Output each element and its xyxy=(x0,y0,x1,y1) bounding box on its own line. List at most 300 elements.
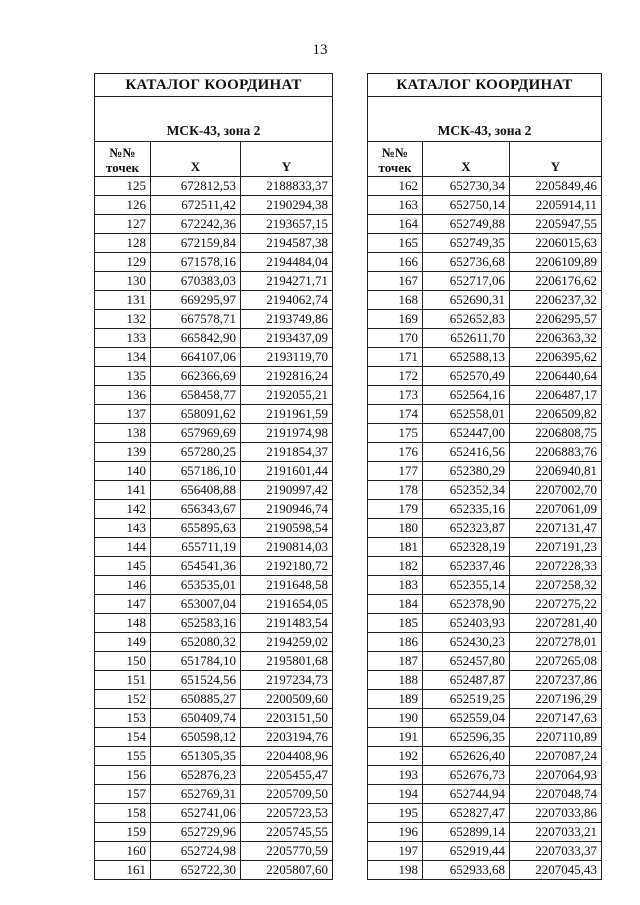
y-coordinate-cell: 2207033,37 xyxy=(510,842,602,861)
catalog-subtitle: МСК-43, зона 2 xyxy=(368,97,602,142)
x-coordinate-cell: 655711,19 xyxy=(151,538,241,557)
x-coordinate-cell: 652736,68 xyxy=(423,253,510,272)
y-coordinate-cell: 2206363,32 xyxy=(510,329,602,348)
x-coordinate-cell: 652596,35 xyxy=(423,728,510,747)
x-coordinate-cell: 652378,90 xyxy=(423,595,510,614)
x-coordinate-cell: 652583,16 xyxy=(151,614,241,633)
table-row xyxy=(368,348,602,367)
x-coordinate-cell: 652328,19 xyxy=(423,538,510,557)
x-coordinate-cell: 652717,06 xyxy=(423,272,510,291)
catalog-title: КАТАЛОГ КООРДИНАТ xyxy=(368,74,602,97)
point-number-cell: 192 xyxy=(368,747,423,766)
x-coordinate-cell: 652403,93 xyxy=(423,614,510,633)
table-row xyxy=(368,386,602,405)
point-number-cell: 140 xyxy=(95,462,151,481)
table-row xyxy=(95,367,333,386)
table-row xyxy=(368,367,602,386)
y-coordinate-cell: 2207258,32 xyxy=(510,576,602,595)
y-coordinate-cell: 2192816,24 xyxy=(241,367,333,386)
table-row xyxy=(95,538,333,557)
y-coordinate-cell: 2205914,11 xyxy=(510,196,602,215)
table-row xyxy=(368,842,602,861)
x-coordinate-cell: 650598,12 xyxy=(151,728,241,747)
table-row xyxy=(368,405,602,424)
table-row xyxy=(368,576,602,595)
x-coordinate-cell: 664107,06 xyxy=(151,348,241,367)
table-row xyxy=(95,272,333,291)
x-coordinate-cell: 652352,34 xyxy=(423,481,510,500)
point-number-cell: 190 xyxy=(368,709,423,728)
y-coordinate-cell: 2205807,60 xyxy=(241,861,333,880)
y-coordinate-cell: 2206015,63 xyxy=(510,234,602,253)
x-coordinate-cell: 672242,36 xyxy=(151,215,241,234)
point-number-cell: 150 xyxy=(95,652,151,671)
coordinate-catalog-table-left xyxy=(94,73,333,880)
x-coordinate-cell: 652335,16 xyxy=(423,500,510,519)
point-number-cell: 154 xyxy=(95,728,151,747)
y-coordinate-cell: 2207131,47 xyxy=(510,519,602,538)
x-coordinate-cell: 671578,16 xyxy=(151,253,241,272)
table-row xyxy=(368,272,602,291)
point-number-cell: 142 xyxy=(95,500,151,519)
y-coordinate-cell: 2206487,17 xyxy=(510,386,602,405)
point-number-cell: 147 xyxy=(95,595,151,614)
table-row xyxy=(368,766,602,785)
x-coordinate-cell: 652749,35 xyxy=(423,234,510,253)
x-coordinate-cell: 652337,46 xyxy=(423,557,510,576)
y-coordinate-cell: 2207275,22 xyxy=(510,595,602,614)
x-coordinate-cell: 652611,70 xyxy=(423,329,510,348)
point-number-cell: 187 xyxy=(368,652,423,671)
x-coordinate-cell: 652626,40 xyxy=(423,747,510,766)
x-coordinate-cell: 656343,67 xyxy=(151,500,241,519)
point-number-cell: 126 xyxy=(95,196,151,215)
x-coordinate-cell: 652676,73 xyxy=(423,766,510,785)
x-coordinate-cell: 658091,62 xyxy=(151,405,241,424)
point-number-cell: 157 xyxy=(95,785,151,804)
point-number-cell: 161 xyxy=(95,861,151,880)
table-row xyxy=(368,557,602,576)
y-coordinate-cell: 2192180,72 xyxy=(241,557,333,576)
x-coordinate-cell: 652933,68 xyxy=(423,861,510,880)
y-coordinate-cell: 2206509,82 xyxy=(510,405,602,424)
y-coordinate-cell: 2193119,70 xyxy=(241,348,333,367)
point-number-cell: 148 xyxy=(95,614,151,633)
y-coordinate-cell: 2207237,86 xyxy=(510,671,602,690)
point-number-cell: 180 xyxy=(368,519,423,538)
y-coordinate-cell: 2193657,15 xyxy=(241,215,333,234)
point-number-cell: 183 xyxy=(368,576,423,595)
point-number-cell: 170 xyxy=(368,329,423,348)
table-row xyxy=(95,785,333,804)
y-coordinate-cell: 2206395,62 xyxy=(510,348,602,367)
y-coordinate-cell: 2190294,38 xyxy=(241,196,333,215)
table-row xyxy=(368,690,602,709)
table-row xyxy=(95,443,333,462)
table-row xyxy=(95,215,333,234)
table-row xyxy=(368,443,602,462)
point-number-cell: 196 xyxy=(368,823,423,842)
x-coordinate-cell: 652744,94 xyxy=(423,785,510,804)
table-row xyxy=(95,500,333,519)
x-coordinate-cell: 652447,00 xyxy=(423,424,510,443)
x-coordinate-cell: 650409,74 xyxy=(151,709,241,728)
table-row xyxy=(95,671,333,690)
x-coordinate-cell: 652558,01 xyxy=(423,405,510,424)
point-number-cell: 146 xyxy=(95,576,151,595)
table-row xyxy=(368,177,602,196)
y-coordinate-cell: 2205770,59 xyxy=(241,842,333,861)
x-coordinate-cell: 651524,56 xyxy=(151,671,241,690)
table-row xyxy=(368,652,602,671)
x-coordinate-cell: 656408,88 xyxy=(151,481,241,500)
table-row xyxy=(95,861,333,880)
x-coordinate-cell: 665842,90 xyxy=(151,329,241,348)
point-number-cell: 136 xyxy=(95,386,151,405)
table-row xyxy=(368,823,602,842)
point-number-cell: 144 xyxy=(95,538,151,557)
y-coordinate-cell: 2192055,21 xyxy=(241,386,333,405)
y-coordinate-cell: 2205709,50 xyxy=(241,785,333,804)
x-coordinate-cell: 652876,23 xyxy=(151,766,241,785)
table-row xyxy=(368,861,602,880)
table-row xyxy=(95,291,333,310)
table-row xyxy=(95,614,333,633)
table-row xyxy=(368,519,602,538)
y-coordinate-cell: 2206237,32 xyxy=(510,291,602,310)
y-coordinate-cell: 2191854,37 xyxy=(241,443,333,462)
x-coordinate-cell: 657969,69 xyxy=(151,424,241,443)
y-coordinate-cell: 2207228,33 xyxy=(510,557,602,576)
y-coordinate-cell: 2200509,60 xyxy=(241,690,333,709)
point-number-header: №№ точек xyxy=(368,142,423,177)
y-coordinate-cell: 2194259,02 xyxy=(241,633,333,652)
y-coordinate-cell: 2191974,98 xyxy=(241,424,333,443)
y-coordinate-cell: 2191654,05 xyxy=(241,595,333,614)
coordinate-catalog-table-right xyxy=(367,73,602,880)
x-coordinate-cell: 652588,13 xyxy=(423,348,510,367)
y-coordinate-cell: 2203194,76 xyxy=(241,728,333,747)
table-row xyxy=(95,386,333,405)
point-number-cell: 131 xyxy=(95,291,151,310)
y-coordinate-cell: 2207281,40 xyxy=(510,614,602,633)
x-coordinate-cell: 652652,83 xyxy=(423,310,510,329)
point-number-cell: 178 xyxy=(368,481,423,500)
point-number-cell: 188 xyxy=(368,671,423,690)
x-coordinate-cell: 652750,14 xyxy=(423,196,510,215)
point-number-cell: 137 xyxy=(95,405,151,424)
y-column-header: Y xyxy=(241,142,333,177)
x-coordinate-cell: 652457,80 xyxy=(423,652,510,671)
x-coordinate-cell: 652519,25 xyxy=(423,690,510,709)
point-number-cell: 152 xyxy=(95,690,151,709)
x-coordinate-cell: 652769,31 xyxy=(151,785,241,804)
point-number-cell: 138 xyxy=(95,424,151,443)
table-row xyxy=(368,253,602,272)
x-coordinate-cell: 652080,32 xyxy=(151,633,241,652)
x-coordinate-cell: 672511,42 xyxy=(151,196,241,215)
point-number-cell: 158 xyxy=(95,804,151,823)
x-coordinate-cell: 662366,69 xyxy=(151,367,241,386)
y-coordinate-cell: 2205723,53 xyxy=(241,804,333,823)
point-number-cell: 160 xyxy=(95,842,151,861)
x-coordinate-cell: 667578,71 xyxy=(151,310,241,329)
x-coordinate-cell: 652730,34 xyxy=(423,177,510,196)
y-coordinate-cell: 2207033,21 xyxy=(510,823,602,842)
table-row xyxy=(368,633,602,652)
table-row xyxy=(368,747,602,766)
y-coordinate-cell: 2207265,08 xyxy=(510,652,602,671)
table-row xyxy=(95,348,333,367)
x-coordinate-cell: 657186,10 xyxy=(151,462,241,481)
x-coordinate-cell: 672159,84 xyxy=(151,234,241,253)
y-coordinate-cell: 2193749,86 xyxy=(241,310,333,329)
table-row xyxy=(95,424,333,443)
table-row xyxy=(368,804,602,823)
y-coordinate-cell: 2207061,09 xyxy=(510,500,602,519)
x-coordinate-cell: 650885,27 xyxy=(151,690,241,709)
point-number-cell: 184 xyxy=(368,595,423,614)
x-coordinate-cell: 653007,04 xyxy=(151,595,241,614)
y-coordinate-cell: 2205455,47 xyxy=(241,766,333,785)
y-coordinate-cell: 2195801,68 xyxy=(241,652,333,671)
table-row xyxy=(95,253,333,272)
point-number-cell: 153 xyxy=(95,709,151,728)
y-coordinate-cell: 2206295,57 xyxy=(510,310,602,329)
x-coordinate-cell: 670383,03 xyxy=(151,272,241,291)
point-number-cell: 133 xyxy=(95,329,151,348)
point-number-cell: 174 xyxy=(368,405,423,424)
y-coordinate-cell: 2191961,59 xyxy=(241,405,333,424)
table-row xyxy=(95,709,333,728)
table-row xyxy=(95,177,333,196)
table-row xyxy=(368,462,602,481)
x-coordinate-cell: 652827,47 xyxy=(423,804,510,823)
table-row xyxy=(95,633,333,652)
y-coordinate-cell: 2207110,89 xyxy=(510,728,602,747)
table-row xyxy=(95,766,333,785)
y-coordinate-cell: 2207278,01 xyxy=(510,633,602,652)
point-number-cell: 179 xyxy=(368,500,423,519)
x-coordinate-cell: 652430,23 xyxy=(423,633,510,652)
x-coordinate-cell: 652749,88 xyxy=(423,215,510,234)
table-row xyxy=(95,576,333,595)
point-number-cell: 166 xyxy=(368,253,423,272)
table-row xyxy=(368,614,602,633)
point-number-cell: 198 xyxy=(368,861,423,880)
x-coordinate-cell: 654541,36 xyxy=(151,557,241,576)
x-coordinate-cell: 652690,31 xyxy=(423,291,510,310)
x-coordinate-cell: 651784,10 xyxy=(151,652,241,671)
table-row xyxy=(368,500,602,519)
point-number-cell: 134 xyxy=(95,348,151,367)
table-row xyxy=(368,196,602,215)
point-number-cell: 125 xyxy=(95,177,151,196)
y-coordinate-cell: 2194587,38 xyxy=(241,234,333,253)
point-number-cell: 168 xyxy=(368,291,423,310)
table-row xyxy=(95,595,333,614)
y-coordinate-cell: 2193437,09 xyxy=(241,329,333,348)
y-coordinate-cell: 2203151,50 xyxy=(241,709,333,728)
table-row xyxy=(95,310,333,329)
y-coordinate-cell: 2190598,54 xyxy=(241,519,333,538)
x-coordinate-cell: 652564,16 xyxy=(423,386,510,405)
y-coordinate-cell: 2190814,03 xyxy=(241,538,333,557)
y-coordinate-cell: 2190997,42 xyxy=(241,481,333,500)
table-row xyxy=(368,538,602,557)
point-number-cell: 143 xyxy=(95,519,151,538)
table-row xyxy=(95,823,333,842)
y-column-header: Y xyxy=(510,142,602,177)
point-number-cell: 132 xyxy=(95,310,151,329)
x-coordinate-cell: 652741,06 xyxy=(151,804,241,823)
point-number-cell: 139 xyxy=(95,443,151,462)
x-coordinate-cell: 652570,49 xyxy=(423,367,510,386)
table-row xyxy=(368,424,602,443)
point-number-cell: 165 xyxy=(368,234,423,253)
point-number-cell: 159 xyxy=(95,823,151,842)
point-number-cell: 186 xyxy=(368,633,423,652)
y-coordinate-cell: 2190946,74 xyxy=(241,500,333,519)
point-number-cell: 162 xyxy=(368,177,423,196)
point-number-cell: 141 xyxy=(95,481,151,500)
x-coordinate-cell: 652919,44 xyxy=(423,842,510,861)
point-number-cell: 169 xyxy=(368,310,423,329)
table-row xyxy=(368,329,602,348)
x-coordinate-cell: 652722,30 xyxy=(151,861,241,880)
table-row xyxy=(368,785,602,804)
x-coordinate-cell: 655895,63 xyxy=(151,519,241,538)
table-row xyxy=(95,405,333,424)
point-number-cell: 194 xyxy=(368,785,423,804)
table-row xyxy=(368,481,602,500)
x-coordinate-cell: 652487,87 xyxy=(423,671,510,690)
table-row xyxy=(95,804,333,823)
point-number-cell: 176 xyxy=(368,443,423,462)
point-number-cell: 191 xyxy=(368,728,423,747)
table-row xyxy=(368,291,602,310)
table-row xyxy=(95,652,333,671)
table-row xyxy=(368,215,602,234)
y-coordinate-cell: 2207002,70 xyxy=(510,481,602,500)
y-coordinate-cell: 2206808,75 xyxy=(510,424,602,443)
point-number-cell: 163 xyxy=(368,196,423,215)
x-coordinate-cell: 651305,35 xyxy=(151,747,241,766)
y-coordinate-cell: 2206883,76 xyxy=(510,443,602,462)
y-coordinate-cell: 2206440,64 xyxy=(510,367,602,386)
table-row xyxy=(95,329,333,348)
point-number-cell: 135 xyxy=(95,367,151,386)
page-number: 13 xyxy=(312,42,328,58)
x-coordinate-cell: 658458,77 xyxy=(151,386,241,405)
x-coordinate-cell: 672812,53 xyxy=(151,177,241,196)
y-coordinate-cell: 2207191,23 xyxy=(510,538,602,557)
y-coordinate-cell: 2188833,37 xyxy=(241,177,333,196)
point-number-header: №№ точек xyxy=(95,142,151,177)
y-coordinate-cell: 2205947,55 xyxy=(510,215,602,234)
catalog-subtitle: МСК-43, зона 2 xyxy=(95,97,333,142)
point-number-cell: 177 xyxy=(368,462,423,481)
table-row xyxy=(95,462,333,481)
point-number-cell: 127 xyxy=(95,215,151,234)
point-number-cell: 181 xyxy=(368,538,423,557)
point-number-cell: 128 xyxy=(95,234,151,253)
table-row xyxy=(368,671,602,690)
table-row xyxy=(368,595,602,614)
x-coordinate-cell: 652416,56 xyxy=(423,443,510,462)
y-coordinate-cell: 2207064,93 xyxy=(510,766,602,785)
point-number-cell: 171 xyxy=(368,348,423,367)
y-coordinate-cell: 2207147,63 xyxy=(510,709,602,728)
y-coordinate-cell: 2197234,73 xyxy=(241,671,333,690)
y-coordinate-cell: 2204408,96 xyxy=(241,747,333,766)
table-row xyxy=(95,690,333,709)
x-coordinate-cell: 652724,98 xyxy=(151,842,241,861)
table-row xyxy=(95,557,333,576)
y-coordinate-cell: 2207033,86 xyxy=(510,804,602,823)
y-coordinate-cell: 2191483,54 xyxy=(241,614,333,633)
y-coordinate-cell: 2207045,43 xyxy=(510,861,602,880)
y-coordinate-cell: 2191601,44 xyxy=(241,462,333,481)
table-row xyxy=(368,310,602,329)
y-coordinate-cell: 2207048,74 xyxy=(510,785,602,804)
table-row xyxy=(95,842,333,861)
y-coordinate-cell: 2207196,29 xyxy=(510,690,602,709)
point-number-cell: 149 xyxy=(95,633,151,652)
x-column-header: X xyxy=(423,142,510,177)
y-coordinate-cell: 2205849,46 xyxy=(510,177,602,196)
x-coordinate-cell: 653535,01 xyxy=(151,576,241,595)
x-coordinate-cell: 652899,14 xyxy=(423,823,510,842)
y-coordinate-cell: 2194271,71 xyxy=(241,272,333,291)
table-row xyxy=(95,481,333,500)
table-row xyxy=(95,728,333,747)
point-number-cell: 167 xyxy=(368,272,423,291)
catalog-title: КАТАЛОГ КООРДИНАТ xyxy=(95,74,333,97)
point-number-cell: 175 xyxy=(368,424,423,443)
point-number-cell: 151 xyxy=(95,671,151,690)
y-coordinate-cell: 2206176,62 xyxy=(510,272,602,291)
x-coordinate-cell: 652323,87 xyxy=(423,519,510,538)
point-number-cell: 145 xyxy=(95,557,151,576)
y-coordinate-cell: 2207087,24 xyxy=(510,747,602,766)
y-coordinate-cell: 2206940,81 xyxy=(510,462,602,481)
x-coordinate-cell: 652729,96 xyxy=(151,823,241,842)
point-number-cell: 130 xyxy=(95,272,151,291)
table-row xyxy=(95,747,333,766)
y-coordinate-cell: 2194062,74 xyxy=(241,291,333,310)
y-coordinate-cell: 2205745,55 xyxy=(241,823,333,842)
x-coordinate-cell: 652355,14 xyxy=(423,576,510,595)
point-number-cell: 189 xyxy=(368,690,423,709)
x-coordinate-cell: 669295,97 xyxy=(151,291,241,310)
table-row xyxy=(368,234,602,253)
table-row xyxy=(95,234,333,253)
x-column-header: X xyxy=(151,142,241,177)
point-number-cell: 172 xyxy=(368,367,423,386)
point-number-cell: 193 xyxy=(368,766,423,785)
point-number-cell: 156 xyxy=(95,766,151,785)
point-number-cell: 164 xyxy=(368,215,423,234)
point-number-cell: 185 xyxy=(368,614,423,633)
table-row xyxy=(368,728,602,747)
y-coordinate-cell: 2194484,04 xyxy=(241,253,333,272)
y-coordinate-cell: 2191648,58 xyxy=(241,576,333,595)
table-row xyxy=(368,709,602,728)
y-coordinate-cell: 2206109,89 xyxy=(510,253,602,272)
x-coordinate-cell: 652380,29 xyxy=(423,462,510,481)
point-number-cell: 195 xyxy=(368,804,423,823)
